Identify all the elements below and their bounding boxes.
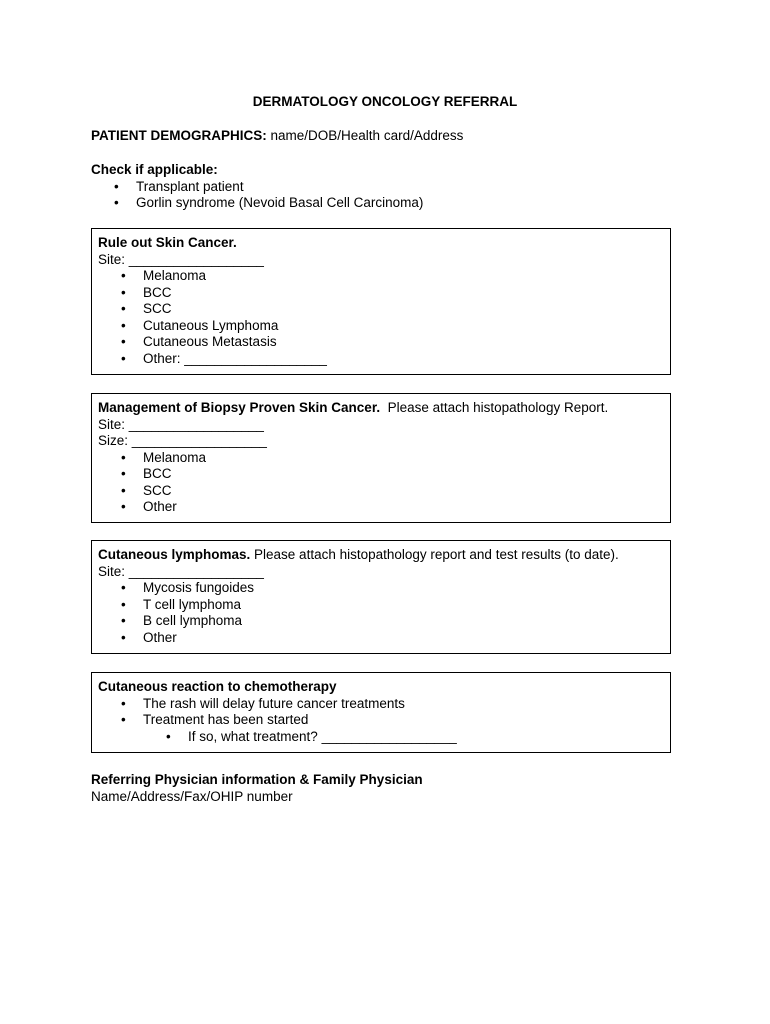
chemo-heading: Cutaneous reaction to chemotherapy bbox=[98, 679, 337, 694]
lymphomas-list bbox=[98, 580, 670, 646]
chemo-list bbox=[98, 696, 670, 729]
list-item: • Other bbox=[98, 499, 670, 516]
management-heading-line bbox=[98, 400, 670, 417]
referring-text: Name/Address/Fax/OHIP number bbox=[91, 788, 293, 804]
list-item: • Melanoma bbox=[98, 268, 670, 285]
list-item: • Cutaneous Metastasis bbox=[98, 334, 670, 351]
lymphomas-heading: Cutaneous lymphomas. bbox=[98, 547, 251, 562]
list-item: • The rash will delay future cancer treatments bbox=[98, 696, 670, 713]
list-item: • BCC bbox=[98, 466, 670, 483]
check-list bbox=[91, 179, 423, 212]
management-note: Please attach histopathology Report. bbox=[380, 400, 609, 415]
list-item: • T cell lymphoma bbox=[98, 597, 670, 614]
lymphomas-site-field: Site: __________________ bbox=[98, 563, 264, 579]
management-list bbox=[98, 450, 670, 516]
lymphomas-heading-line bbox=[98, 547, 670, 564]
rule-out-list bbox=[98, 268, 670, 367]
rule-out-skin-cancer-box bbox=[91, 228, 671, 375]
management-site-field: Site: __________________ bbox=[98, 416, 264, 432]
cutaneous-lymphomas-box bbox=[91, 540, 671, 654]
list-item: • Melanoma bbox=[98, 450, 670, 467]
list-item: • SCC bbox=[98, 483, 670, 500]
list-item: • Transplant patient bbox=[91, 179, 423, 196]
management-biopsy-box bbox=[91, 393, 671, 523]
list-item: • Mycosis fungoides bbox=[98, 580, 670, 597]
referring-physician-section bbox=[91, 772, 423, 805]
list-item: • If so, what treatment? __________________ bbox=[98, 729, 670, 746]
page-title: DERMATOLOGY ONCOLOGY REFERRAL bbox=[252, 94, 518, 109]
management-size-field: Size: __________________ bbox=[98, 433, 267, 448]
management-heading: Management of Biopsy Proven Skin Cancer. bbox=[98, 400, 381, 415]
referring-heading: Referring Physician information & Family Physician bbox=[91, 772, 423, 787]
list-item: • B cell lymphoma bbox=[98, 613, 670, 630]
check-applicable-section bbox=[91, 162, 423, 212]
list-item: • Gorlin syndrome (Nevoid Basal Cell Carcinoma) bbox=[91, 195, 423, 212]
list-item: • Cutaneous Lymphoma bbox=[98, 318, 670, 335]
lymphomas-note: Please attach histopathology report and test results (to date). bbox=[250, 547, 619, 562]
chemotherapy-reaction-box bbox=[91, 672, 671, 753]
rule-out-heading: Rule out Skin Cancer. bbox=[98, 235, 237, 250]
rule-out-site-field: Site: __________________ bbox=[98, 251, 264, 267]
demographics-text: name/DOB/Health card/Address bbox=[266, 128, 464, 143]
check-heading: Check if applicable: bbox=[91, 162, 218, 177]
list-item: • Other: ___________________ bbox=[98, 351, 670, 368]
list-item: • SCC bbox=[98, 301, 670, 318]
list-item: • BCC bbox=[98, 285, 670, 302]
list-item: • Treatment has been started bbox=[98, 712, 670, 729]
patient-demographics bbox=[91, 128, 463, 145]
demographics-label: PATIENT DEMOGRAPHICS: bbox=[91, 128, 267, 143]
list-item: • Other bbox=[98, 630, 670, 647]
chemo-sub-list bbox=[98, 729, 670, 746]
